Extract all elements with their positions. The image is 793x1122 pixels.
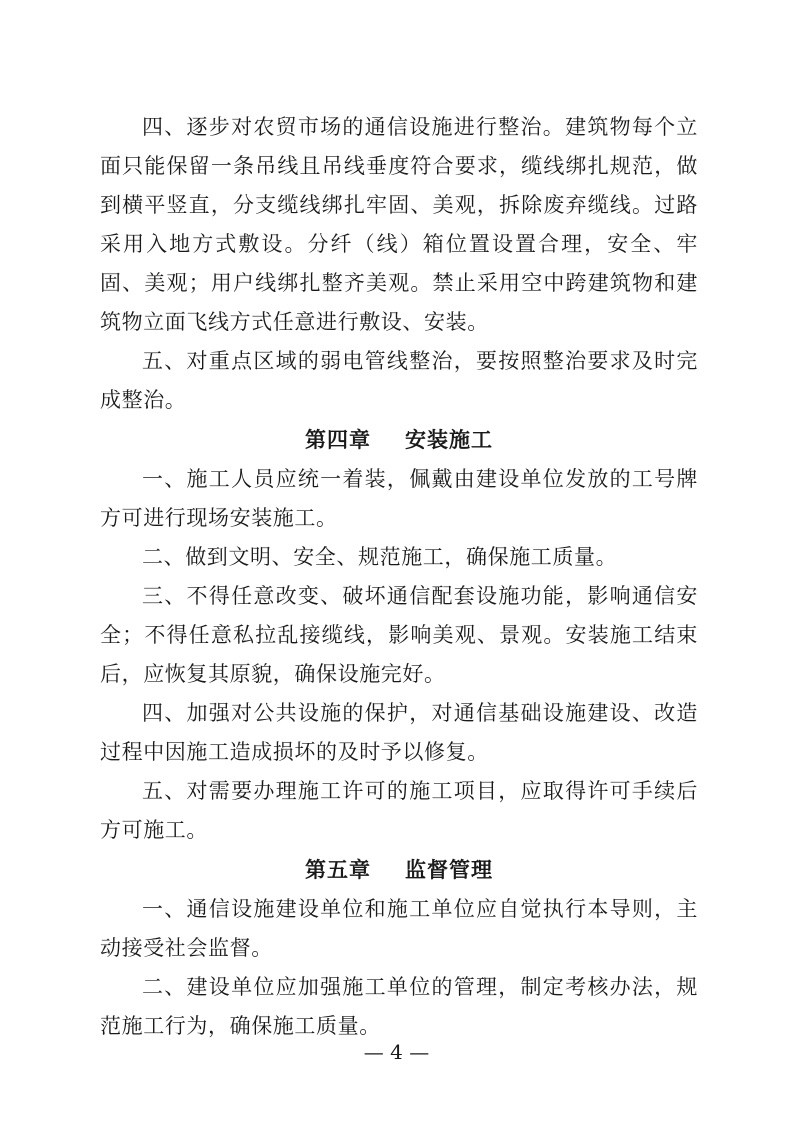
document-body (100, 108, 698, 1046)
paragraph-key-area-rectification: 五、对重点区域的弱电管线整治，要按照整治要求及时完成整治。 (100, 349, 698, 412)
chapter-heading-5 (100, 850, 698, 890)
paragraph-self-execution: 一、通信设施建设单位和施工单位应自觉执行本导则，主动接受社会监督。 (100, 897, 698, 960)
chapter-heading-4 (100, 420, 698, 460)
paragraph-civilized-construction: 二、做到文明、安全、规范施工，确保施工质量。 (142, 545, 618, 569)
paragraph-construction-management: 二、建设单位应加强施工单位的管理，制定考核办法，规范施工行为，确保施工质量。 (100, 975, 698, 1038)
paragraph-farm-market-rectification: 四、逐步对农贸市场的通信设施进行整治。建筑物每个立面只能保留一条吊线且吊线垂度符合要求，缆线绑扎规范，做到横平竖直，分支缆线绑扎牢固、美观，拆除废弃缆线。过路采用入地方式敷设。分纤（线）箱位置设置合理，安全、牢固、美观；用户线绑扎整齐美观。禁止采用空中跨建筑物和建筑物立面飞线方式任意进行敷设、安装。 (100, 115, 698, 334)
chapter-title: 安装施工 (405, 428, 493, 452)
paragraph-construction-permit: 五、对需要办理施工许可的施工项目，应取得许可手续后方可施工。 (100, 779, 698, 842)
paragraph-public-facilities: 四、加强对公共设施的保护，对通信基础设施建设、改造过程中因施工造成损坏的及时予以修复。 (100, 701, 698, 764)
chapter-number: 第四章 (305, 428, 371, 452)
paragraph-uniform: 一、施工人员应统一着装，佩戴由建设单位发放的工号牌方可进行现场安装施工。 (100, 467, 698, 530)
paragraph-no-damage: 三、不得任意改变、破坏通信配套设施功能，影响通信安全；不得任意私拉乱接缆线，影响美观、景观。安装施工结束后，应恢复其原貌，确保设施完好。 (100, 584, 698, 686)
chapter-number: 第五章 (305, 858, 371, 882)
page-number: — 4 — (363, 1040, 430, 1064)
chapter-title: 监督管理 (405, 858, 493, 882)
